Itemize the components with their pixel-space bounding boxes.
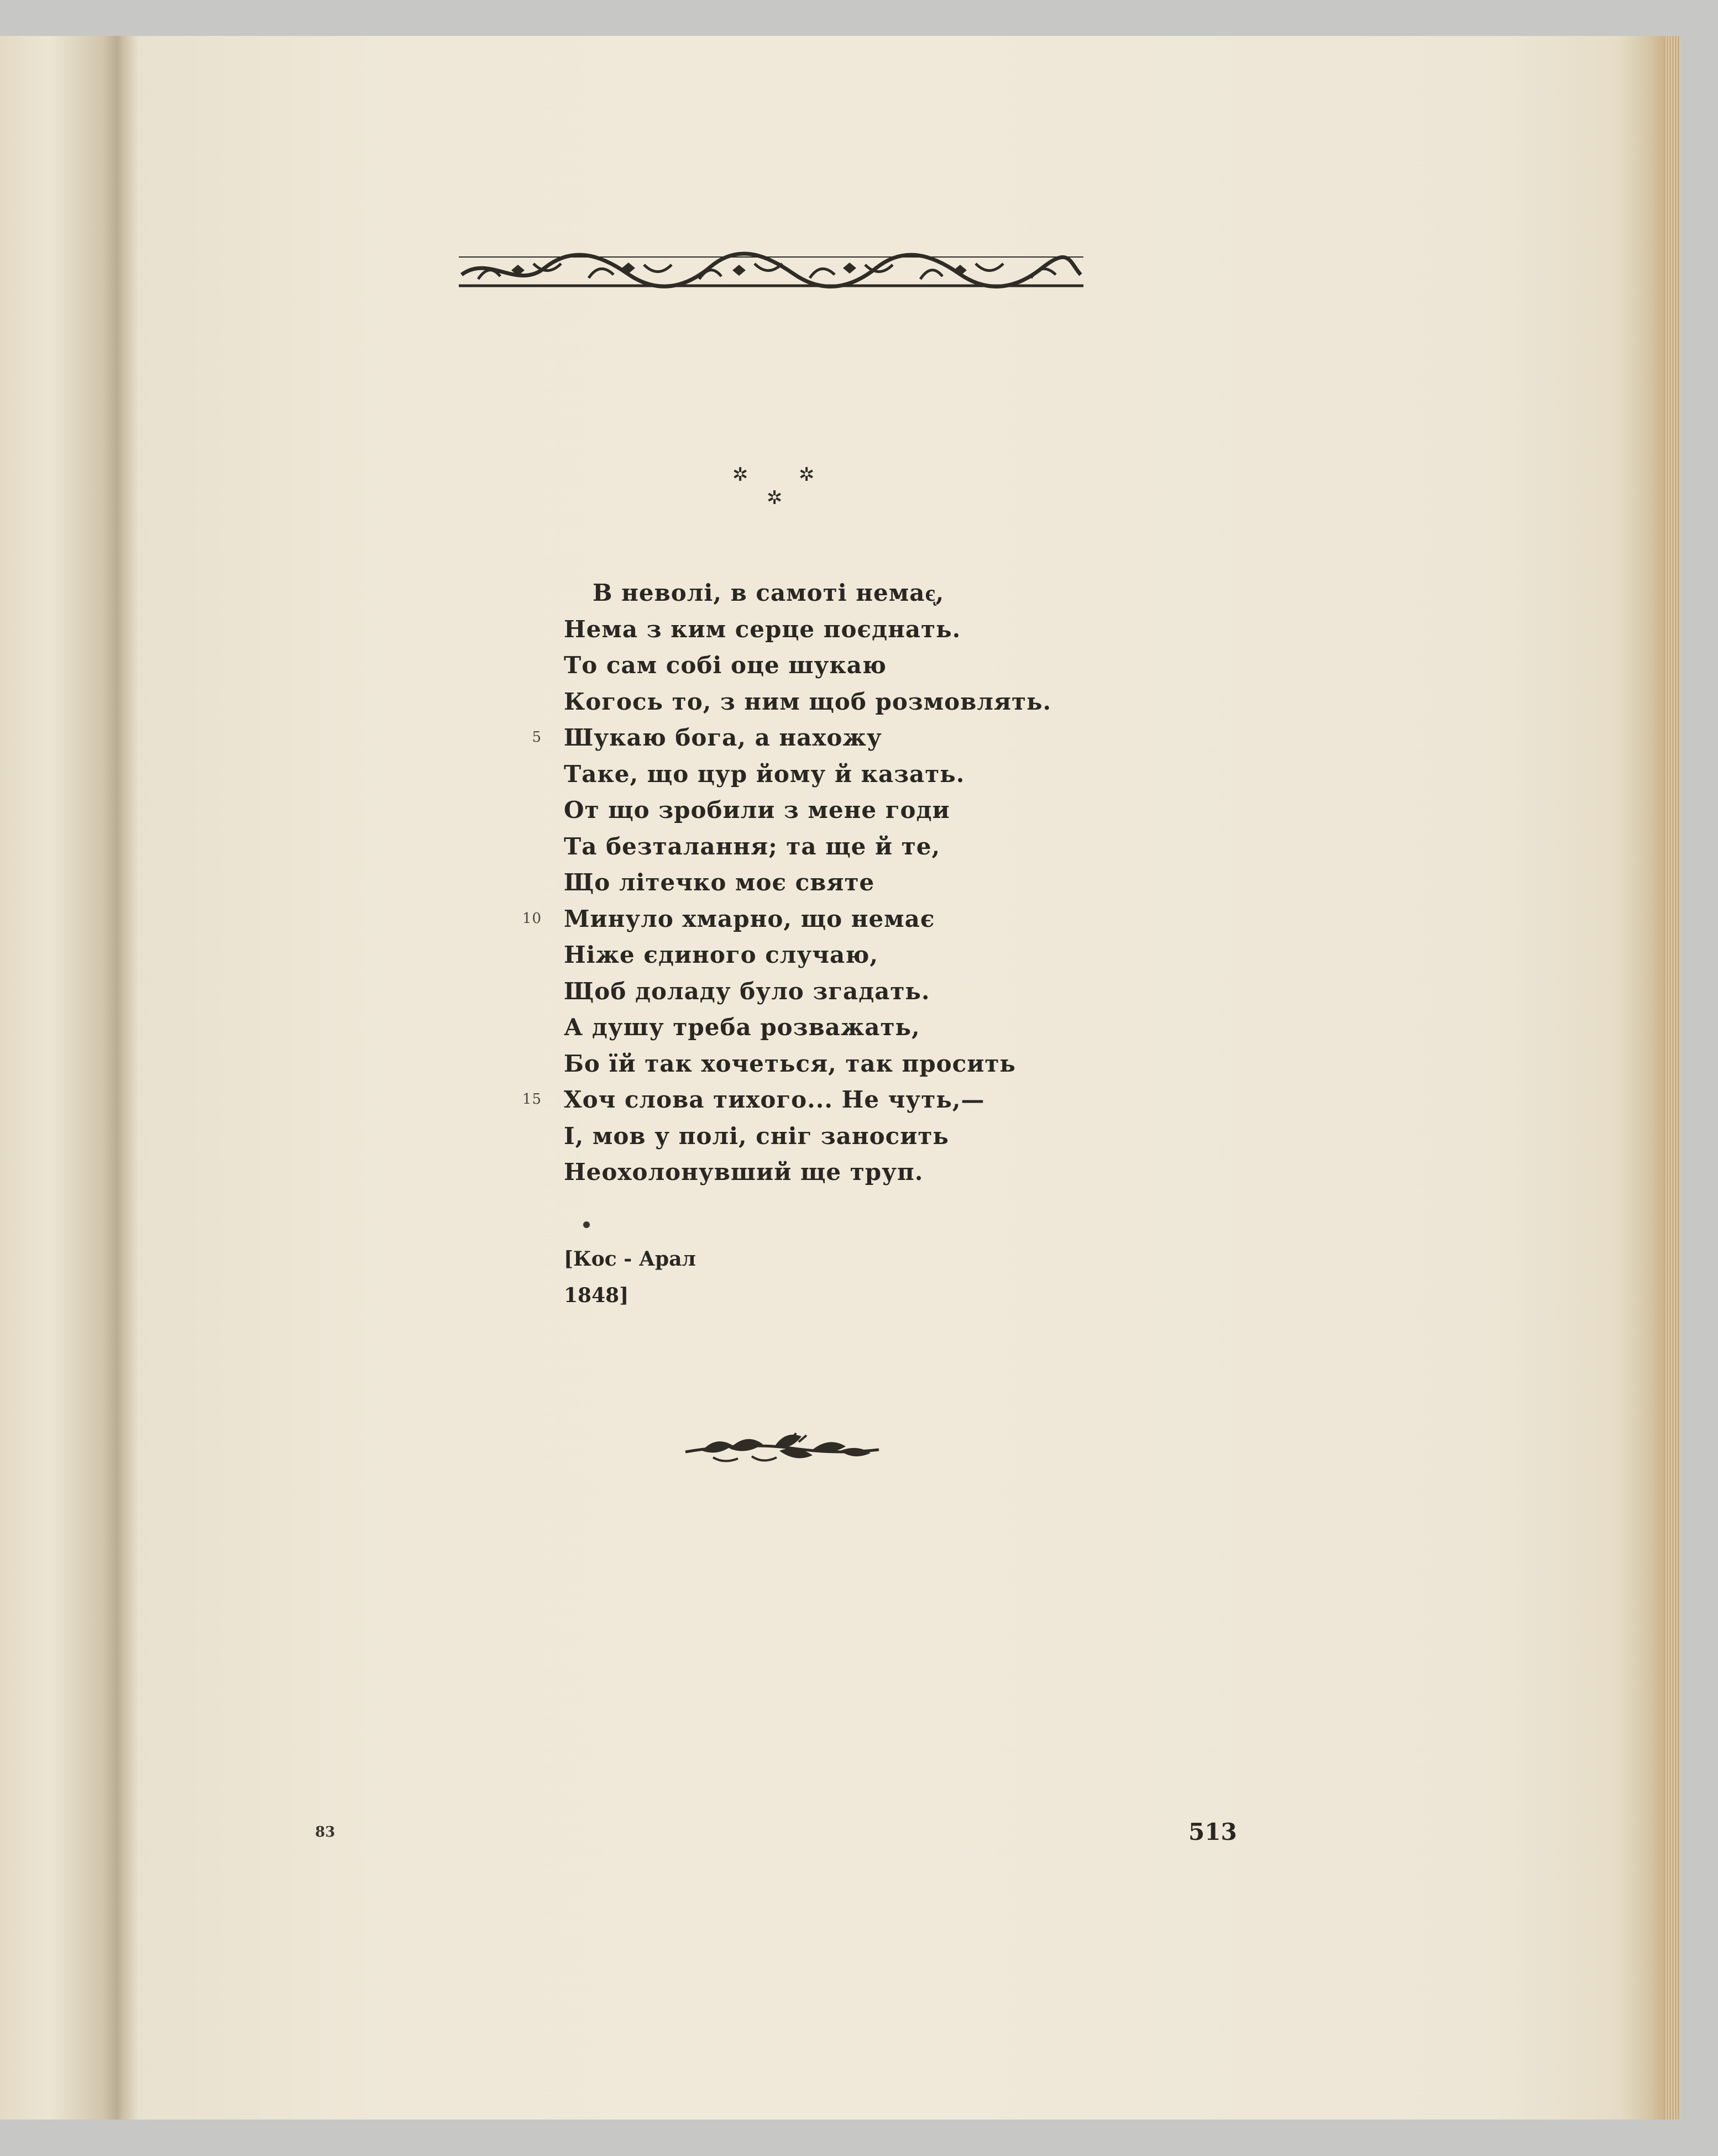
svg-text:✲: ✲ [799, 464, 815, 486]
poem-line-8: Та безталання; та ще й те, [564, 832, 941, 860]
poem-line-1: В неволі, в самоті немаєͅ, [593, 579, 945, 606]
line-number: 5 [532, 729, 542, 746]
poem-line-2: Нема з ким серце поєднать. [564, 615, 961, 643]
ornamental-vine-border-icon [456, 251, 1086, 293]
poem-line-5: 5 Шукаю бога, а нахожу [564, 720, 1282, 756]
poem-line-11: Ніже єдиного случаю, [564, 941, 878, 968]
place-label: [Кос - Арал [564, 1247, 696, 1271]
signature-mark: 83 [315, 1824, 336, 1840]
mark-dot [583, 1221, 590, 1228]
poem-line-7: От що зробили з мене годи [564, 796, 950, 823]
poem-line-4: Когось то, з ним щоб розмовлять. [564, 688, 1052, 715]
svg-text:✲: ✲ [767, 487, 783, 508]
poem-line-10: 10 Минуло хмарно, що немає [564, 901, 1282, 937]
poem-line-9: Що літечко моє святе [564, 869, 875, 896]
date-place [564, 1241, 696, 1314]
poem-line-13: А душу треба розважать, [564, 1014, 920, 1041]
poem-line-14: Бо їй так хочеться, так просить [564, 1050, 1016, 1077]
poem-line-3: То сам собі оце шукаю [564, 652, 887, 679]
poem-line-6: Таке, що цур йому й казать. [564, 760, 965, 788]
year-label: 1848] [564, 1284, 629, 1307]
poem [522, 575, 1282, 1190]
asterism-icon [727, 464, 826, 508]
svg-text:✲: ✲ [732, 464, 748, 486]
page-number: 513 [1188, 1818, 1237, 1845]
page-edge [1664, 36, 1680, 2120]
line-number: 15 [522, 1091, 542, 1108]
poem-line-17: Неохолонувший ще труп. [564, 1158, 924, 1185]
leaf-spray-ornament-icon [680, 1429, 884, 1467]
poem-line-16: І, мов у полі, сніг заносить [564, 1122, 949, 1150]
line-number: 10 [522, 910, 542, 927]
poem-line-15: 15 Хоч слова тихого... Не чуть,— [564, 1082, 1282, 1118]
poem-line-12: Щоб доладу було згадать. [564, 977, 930, 1005]
